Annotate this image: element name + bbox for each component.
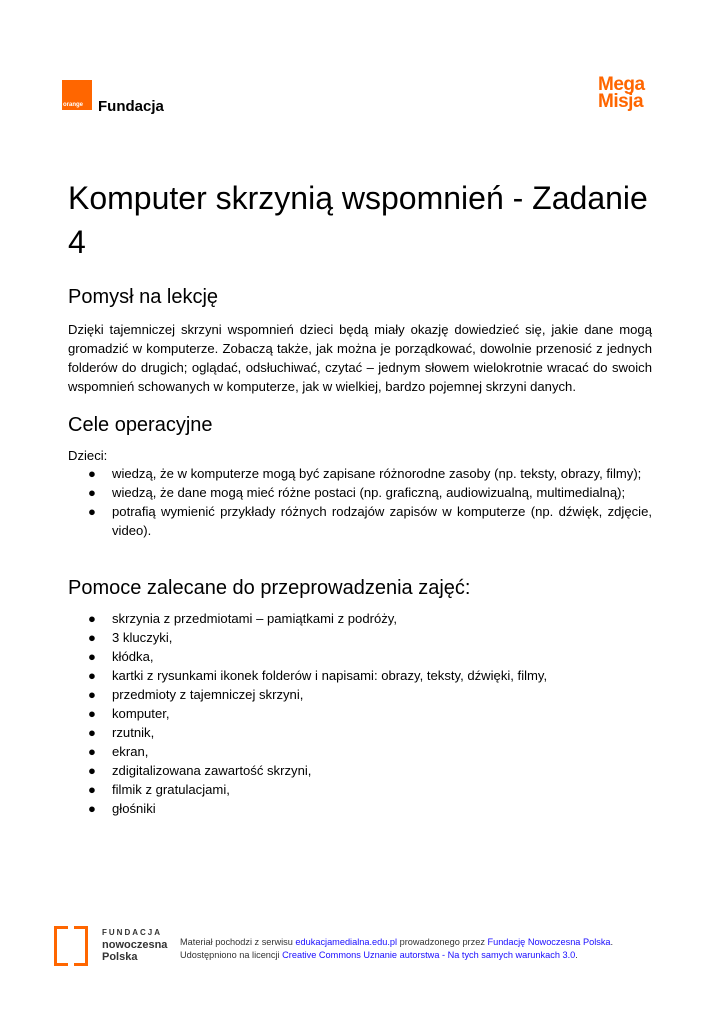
bullet-icon: ● [88, 706, 96, 721]
footer-note [180, 936, 613, 962]
footer-note-b: prowadzonego przez [397, 937, 488, 947]
goal-item [68, 502, 652, 540]
material-item [68, 799, 652, 818]
material-item [68, 742, 652, 761]
lesson-idea-text: Dzięki tajemniczej skrzyni wspomnień dzieci będą miały okazję dowiedzieć się, jakie dane mogą gromadzić w komputerze. Zobaczą także, jak można je porządkować, dowolnie przenosić z jednych folderów do drugich; oglądać, odsłuchiwać, czytać – jednym słowem wielokrotnie wracać do swoich wspomnień schowanych w komputerze, jak w wielkiej, bardzo pojemnej skrzyni danych. [68, 322, 652, 394]
material-item [68, 647, 652, 666]
section-heading-materials: Pomoce zalecane do przeprowadzenia zajęć: [68, 577, 471, 599]
material-item-text: ekran, [112, 744, 149, 759]
bullet-icon: ● [88, 782, 96, 797]
megamisja-line1: Mega [598, 74, 645, 95]
section-heading-goals: Cele operacyjne [68, 414, 213, 436]
bullet-icon: ● [88, 504, 96, 519]
footer-note-line1 [180, 936, 613, 949]
material-item [68, 685, 652, 704]
goal-item-text: wiedzą, że dane mogą mieć różne postaci (np. graficzną, audiowizualną, multimedialną); [112, 485, 626, 500]
footer-note-line2 [180, 949, 613, 962]
material-item-text: rzutnik, [112, 725, 155, 740]
bullet-icon: ● [88, 466, 96, 481]
material-item-text: kłódka, [112, 649, 154, 664]
footer-link-edukacjamedialna[interactable]: edukacjamedialna.edu.pl [295, 937, 398, 947]
fnp-logo-text [102, 939, 167, 963]
material-item [68, 780, 652, 799]
material-item-text: głośniki [112, 801, 156, 816]
orange-brand-text: orange [63, 102, 84, 108]
bullet-icon: ● [88, 485, 96, 500]
orange-logo-square [62, 80, 92, 110]
bullet-icon: ● [88, 687, 96, 702]
page-title: Komputer skrzynią wspomnień - Zadanie 4 [68, 180, 648, 260]
goal-item [68, 483, 652, 502]
goal-item [68, 464, 652, 483]
section-heading-lesson-idea: Pomysł na lekcję [68, 286, 219, 308]
goals-intro: Dzieci: [68, 448, 108, 463]
fnp-bracket-left [54, 926, 68, 966]
bullet-icon: ● [88, 611, 96, 626]
orange-logo [62, 80, 92, 110]
material-item-text: kartki z rysunkami ikonek folderów i napisami: obrazy, teksty, dźwięki, filmy, [112, 668, 548, 683]
footer-note-a: Materiał pochodzi z serwisu [180, 937, 296, 947]
bullet-icon: ● [88, 744, 96, 759]
fundacja-label: Fundacja [98, 98, 164, 115]
fnp-logo-line2: nowoczesna [102, 939, 168, 951]
material-item-text: 3 kluczyki, [112, 630, 173, 645]
material-item-text: zdigitalizowana zawartość skrzyni, [112, 763, 312, 778]
footer-note-e: . [575, 950, 578, 960]
materials-list [68, 609, 652, 818]
bullet-icon: ● [88, 725, 96, 740]
material-item-text: skrzynia z przedmiotami – pamiątkami z podróży, [112, 611, 398, 626]
goal-item-text: wiedzą, że w komputerze mogą być zapisane różnorodne zasoby (np. teksty, obrazy, filmy); [112, 466, 642, 481]
megamisja-line2: Misja [598, 91, 644, 112]
fnp-logo-line1: FUNDACJA [102, 928, 162, 937]
material-item [68, 666, 652, 685]
goals-list [68, 464, 652, 540]
material-item-text: przedmioty z tajemniczej skrzyni, [112, 687, 304, 702]
material-item [68, 723, 652, 742]
material-item-text: komputer, [112, 706, 170, 721]
material-item [68, 609, 652, 628]
megamisja-logo [598, 76, 645, 110]
bullet-icon: ● [88, 763, 96, 778]
bullet-icon: ● [88, 801, 96, 816]
material-item-text: filmik z gratulacjami, [112, 782, 230, 797]
bullet-icon: ● [88, 668, 96, 683]
fnp-bracket-right [74, 926, 88, 966]
material-item [68, 704, 652, 723]
bullet-icon: ● [88, 630, 96, 645]
footer-note-d: Udostępniono na licencji [180, 950, 283, 960]
footer-link-license[interactable]: Creative Commons Uznanie autorstwa - Na tych samych warunkach 3.0 [282, 950, 576, 960]
material-item [68, 761, 652, 780]
fnp-logo-line3: Polska [102, 951, 138, 963]
bullet-icon: ● [88, 649, 96, 664]
footer-note-c: . [610, 937, 614, 947]
material-item [68, 628, 652, 647]
footer-link-fundacja[interactable]: Fundację Nowoczesna Polska [487, 937, 611, 947]
goal-item-text: potrafią wymienić przykłady różnych rodzajów zapisów w komputerze (np. dźwięk, zdjęcie, video). [112, 504, 652, 538]
